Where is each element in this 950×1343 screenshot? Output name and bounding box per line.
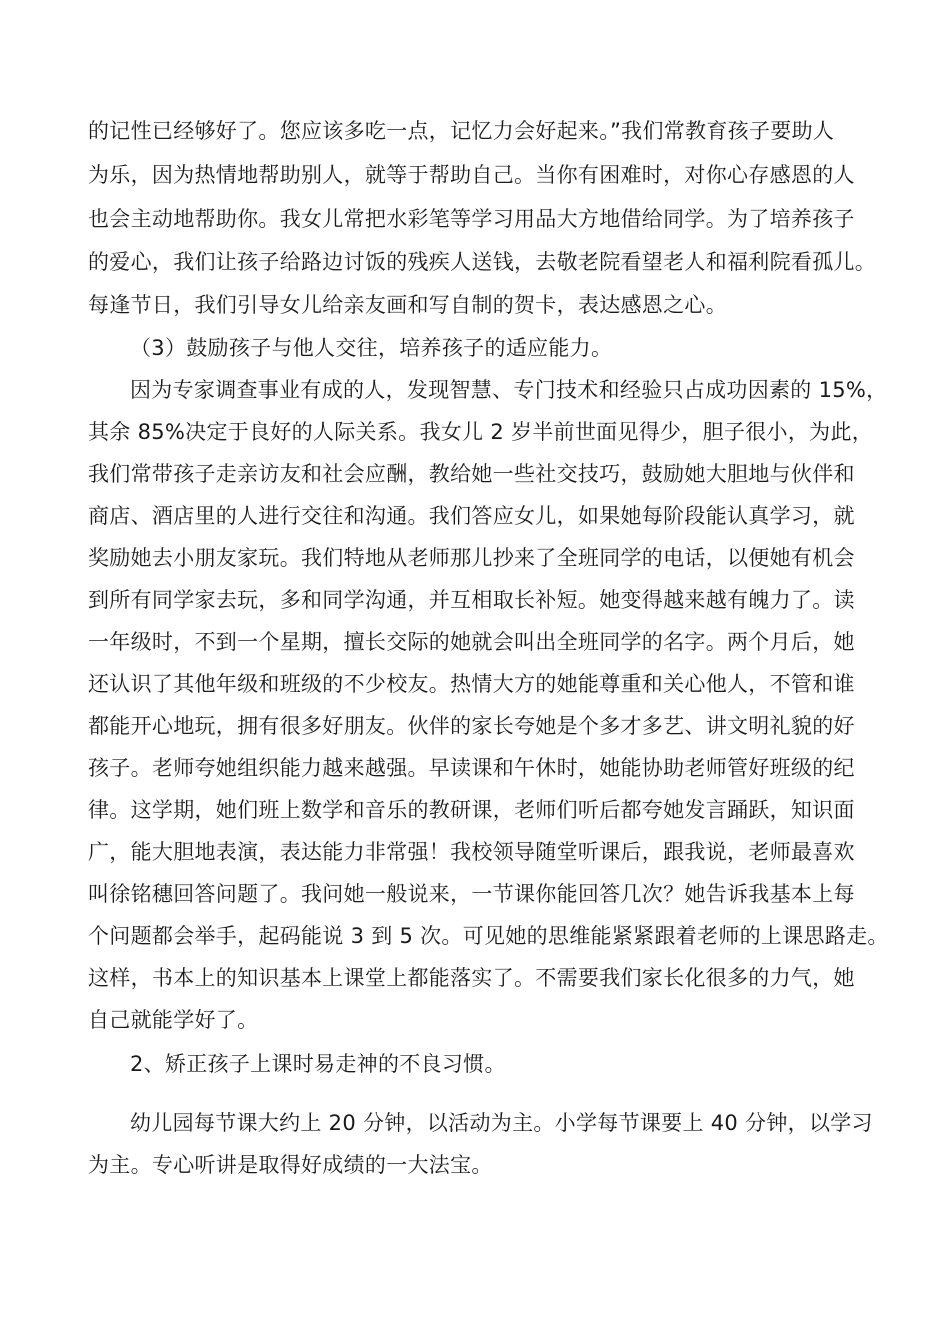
text-line: 的记性已经够好了。您应该多吃一点，记忆力会好起来。”我们常教育孩子要助人: [88, 119, 835, 143]
text-line: 到所有同学家去玩，多和同学沟通，并互相取长补短。她变得越来越有魄力了。读: [88, 588, 855, 612]
text-line: 每逢节日，我们引导女儿给亲友画和写自制的贺卡，表达感恩之心。: [88, 293, 727, 317]
text-line: 个问题都会举手，起码能说 3 到 5 次。可见她的思维能紧紧跟着老师的上课思路走。: [88, 924, 889, 948]
text-line: 为乐，因为热情地帮助别人，就等于帮助自己。当你有困难时，对你心存感恩的人: [88, 163, 855, 187]
text-line: 律。这学期，她们班上数学和音乐的教研课，老师们听后都夸她发言踊跃，知识面: [88, 798, 855, 822]
text-line: 这样，书本上的知识基本上课堂上都能落实了。不需要我们家长化很多的力气，她: [88, 966, 855, 990]
text-line: 我们常带孩子走亲访友和社会应酬，教给她一些社交技巧，鼓励她大胆地与伙伴和: [88, 462, 855, 486]
text-line: 也会主动地帮助你。我女儿常把水彩笔等学习用品大方地借给同学。为了培养孩子: [88, 207, 855, 231]
text-line: 为主。专心听讲是取得好成绩的一大法宝。: [88, 1153, 493, 1177]
section-heading: 2、矫正孩子上课时易走神的不良习惯。: [130, 1052, 506, 1076]
section-heading: （3）鼓励孩子与他人交往，培养孩子的适应能力。: [130, 336, 613, 360]
text-line: 幼儿园每节课大约上 20 分钟，以活动为主。小学每节课要上 40 分钟，以学习: [130, 1111, 873, 1135]
text-line: 奖励她去小朋友家玩。我们特地从老师那儿抄来了全班同学的电话，以便她有机会: [88, 546, 855, 570]
text-line: 的爱心，我们让孩子给路边讨饭的残疾人送钱，去敬老院看望老人和福利院看孤儿。: [88, 250, 877, 274]
text-line: 自己就能学好了。: [88, 1008, 259, 1032]
text-line: 因为专家调查事业有成的人，发现智慧、专门技术和经验只占成功因素的 15%，: [130, 378, 888, 402]
text-line: 都能开心地玩，拥有很多好朋友。伙伴的家长夸她是个多才多艺、讲文明礼貌的好: [88, 714, 855, 738]
text-line: 叫徐铭穗回答问题了。我问她一般说来，一节课你能回答几次？她告诉我基本上每: [88, 882, 855, 906]
text-line: 商店、酒店里的人进行交往和沟通。我们答应女儿，如果她每阶段能认真学习，就: [88, 504, 855, 528]
text-line: 还认识了其他年级和班级的不少校友。热情大方的她能尊重和关心他人，不管和谁: [88, 672, 855, 696]
text-line: 一年级时，不到一个星期，擅长交际的她就会叫出全班同学的名字。两个月后，她: [88, 630, 855, 654]
text-line: 广，能大胆地表演，表达能力非常强！我校领导随堂听课后，跟我说，老师最喜欢: [88, 840, 855, 864]
text-line: 其余 85%决定于良好的人际关系。我女儿 2 岁半前世面见得少，胆子很小，为此，: [88, 420, 874, 444]
text-line: 孩子。老师夸她组织能力越来越强。早读课和午休时，她能协助老师管好班级的纪: [88, 756, 855, 780]
